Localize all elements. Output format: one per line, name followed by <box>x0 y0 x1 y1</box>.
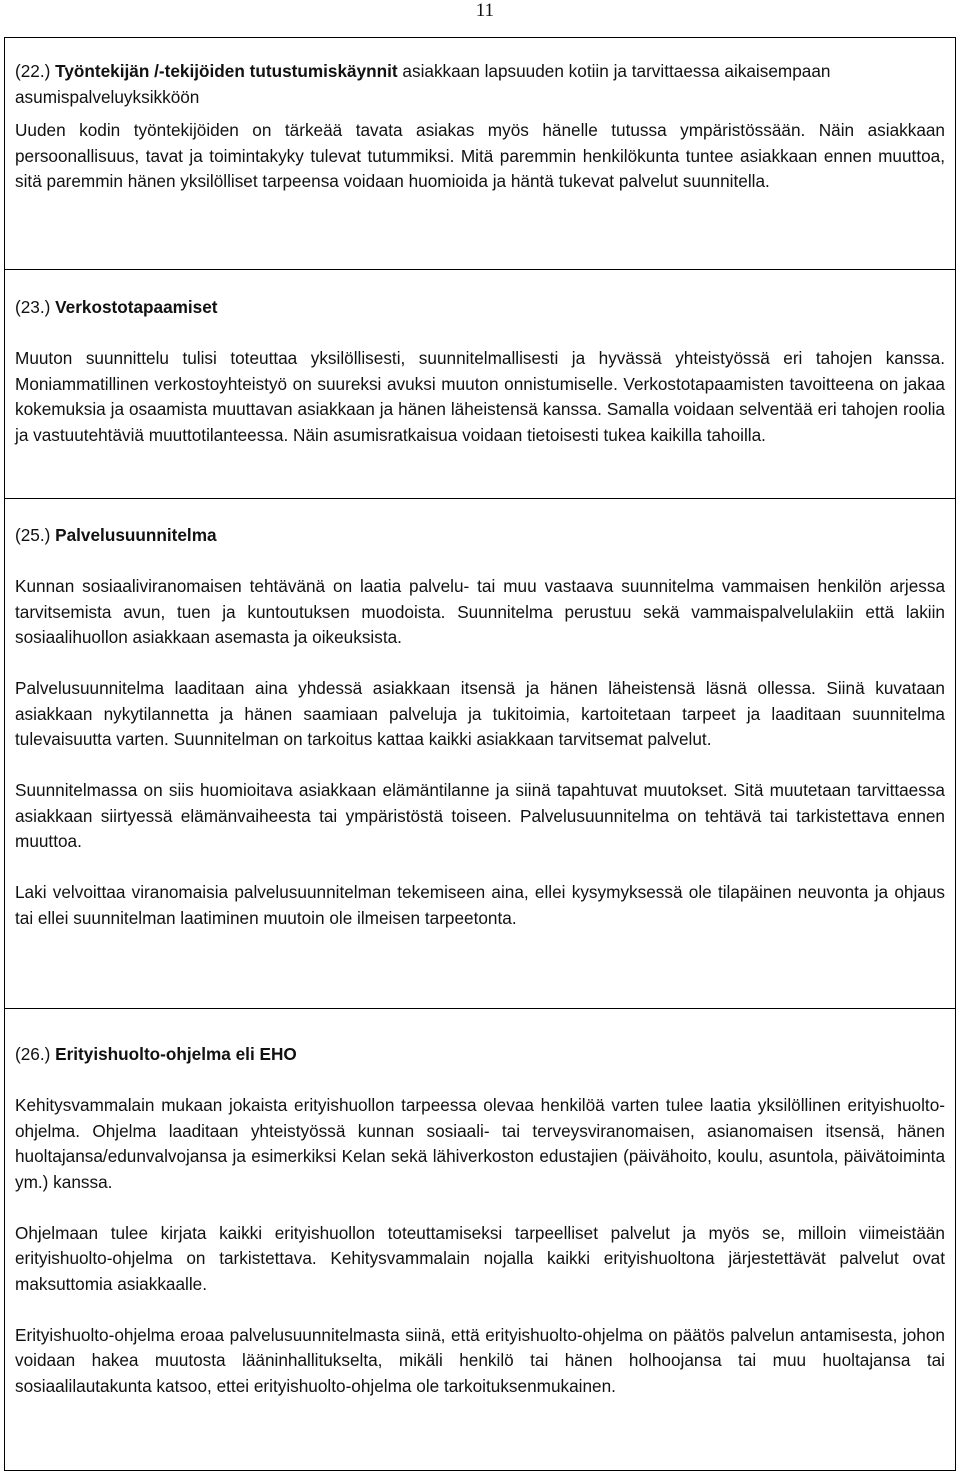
section-number: (23.) <box>15 297 51 317</box>
paragraph: Muuton suunnittelu tulisi toteuttaa yksilöllisesti, suunnitelmallisesti ja hyvässä yhteistyössä eri tahojen kanssa. Moniammatillinen verkostoyhteistyö on suureksi avuksi muuton onnistumiselle. Verkostotapaamisten tavoitteena on jakaa kokemuksia ja osaamista muuttavan asiakkaan ja hänen läheistensä kanssa. Samalla voidaan selventää eri tahojen roolia ja vastuutehtäviä muuttotilanteessa. Näin asumisratkaisua voidaan tietoisesti tukea kaikilla tahoilla. <box>15 348 945 445</box>
section-number: (26.) <box>15 1044 51 1064</box>
paragraph: Kehitysvammalain mukaan jokaista erityishuollon tarpeessa olevaa henkilöä varten tulee laatia yksilöllinen erityishuolto-ohjelma. Ohjelma laaditaan yhteistyössä kunnan sosiaali- tai terveysviranomaisen, asianomaisen itsensä, hänen huoltajansa/edunvalvojansa ja esimerkiksi Kelan sekä lähiverkoston edustajien (päivähoito, koulu, asuntola, päivätoiminta ym.) kanssa. <box>15 1095 945 1192</box>
section-title: Työntekijän /-tekijöiden tutustumiskäynnit <box>55 61 398 81</box>
section-23 <box>5 295 955 448</box>
section-title: Palvelusuunnitelma <box>55 525 217 545</box>
paragraph: Ohjelmaan tulee kirjata kaikki erityishuollon toteuttamiseksi tarpeelliset palvelut ja myös se, milloin viimeistään erityishuolto-ohjelma on tarkistettava. Kehitysvammalain nojalla kaikki erityishuoltona järjestettävät palvelut ovat maksuttomia asiakkaalle. <box>15 1222 945 1294</box>
paragraph: Erityishuolto-ohjelma eroaa palvelusuunnitelmasta siinä, että erityishuolto-ohjelma on päätös palvelun antamisesta, johon voidaan hakea muutosta lääninhallitukselta, mikäli henkilö tai hänen holhoojansa tai muu huoltajansa tai sosiaalilautakunta katsoo, ettei erityishuolto-ohjelma ole tarkoituksenmukainen. <box>15 1324 945 1396</box>
section-25 <box>5 523 955 931</box>
section-divider <box>5 269 955 270</box>
section-26 <box>5 1042 955 1399</box>
section-heading <box>15 295 945 321</box>
section-number: (22.) <box>15 61 51 81</box>
section-heading <box>15 523 945 549</box>
paragraph: Laki velvoittaa viranomaisia palvelusuunnitelman tekemiseen aina, ellei kysymyksessä ole tilapäinen neuvonta ja ohjaus tai ellei suunnitelman laatiminen muutoin ole ilmeisen tarpeetonta. <box>15 882 945 928</box>
section-title: Erityishuolto-ohjelma eli EHO <box>55 1044 297 1064</box>
paragraph: Kunnan sosiaaliviranomaisen tehtävänä on laatia palvelu- tai muu vastaava suunnitelma vammaisen henkilön arjessa tarvitsemista avun, tuen ja kuntoutuksen muodoista. Suunnitelma perustuu sekä vammaispalvelulakiin että lakiin sosiaalihuollon asiakkaan asemasta ja oikeuksista. <box>15 576 945 647</box>
section-heading <box>15 1042 945 1068</box>
section-number: (25.) <box>15 525 51 545</box>
section-22 <box>5 59 955 195</box>
document-frame <box>4 37 956 1471</box>
section-title-rest: asiakkaan lapsuuden kotiin ja tarvittaessa aikaisempaan asumispalveluyksikköön <box>15 61 831 107</box>
paragraph: Uuden kodin työntekijöiden on tärkeää tavata asiakas myös hänelle tutussa ympäristössään. Näin asiakkaan persoonallisuus, tavat ja toimintakyky tulevat tutummiksi. Mitä paremmin henkilökunta tuntee asiakkaan ennen muuttoa, sitä paremmin hänen yksilölliset tarpeensa voidaan huomioida ja häntä tukevat palvelut suunnitella. <box>15 120 945 191</box>
paragraph: Palvelusuunnitelma laaditaan aina yhdessä asiakkaan itsensä ja hänen läheistensä läsnä ollessa. Siinä kuvataan asiakkaan nykytilannetta ja hänen saamiaan palveluja ja tukitoimia, kartoitetaan tarpeet ja laaditaan suunnitelma tulevaisuutta varten. Suunnitelman on tarkoitus kattaa kaikki asiakkaan tarvitsemat palvelut. <box>15 678 945 749</box>
section-title: Verkostotapaamiset <box>55 297 218 317</box>
paragraph: Suunnitelmassa on siis huomioitava asiakkaan elämäntilanne ja siinä tapahtuvat muutokset. Sitä muutetaan tarvittaessa asiakkaan siirtyessä elämänvaiheesta tai ympäristöstä toiseen. Palvelusuunnitelma on tehtävä tai tarkistettava ennen muuttoa. <box>15 780 945 851</box>
section-divider <box>5 1008 955 1009</box>
section-heading <box>15 59 945 110</box>
section-divider <box>5 498 955 499</box>
page-number: 11 <box>475 0 494 21</box>
